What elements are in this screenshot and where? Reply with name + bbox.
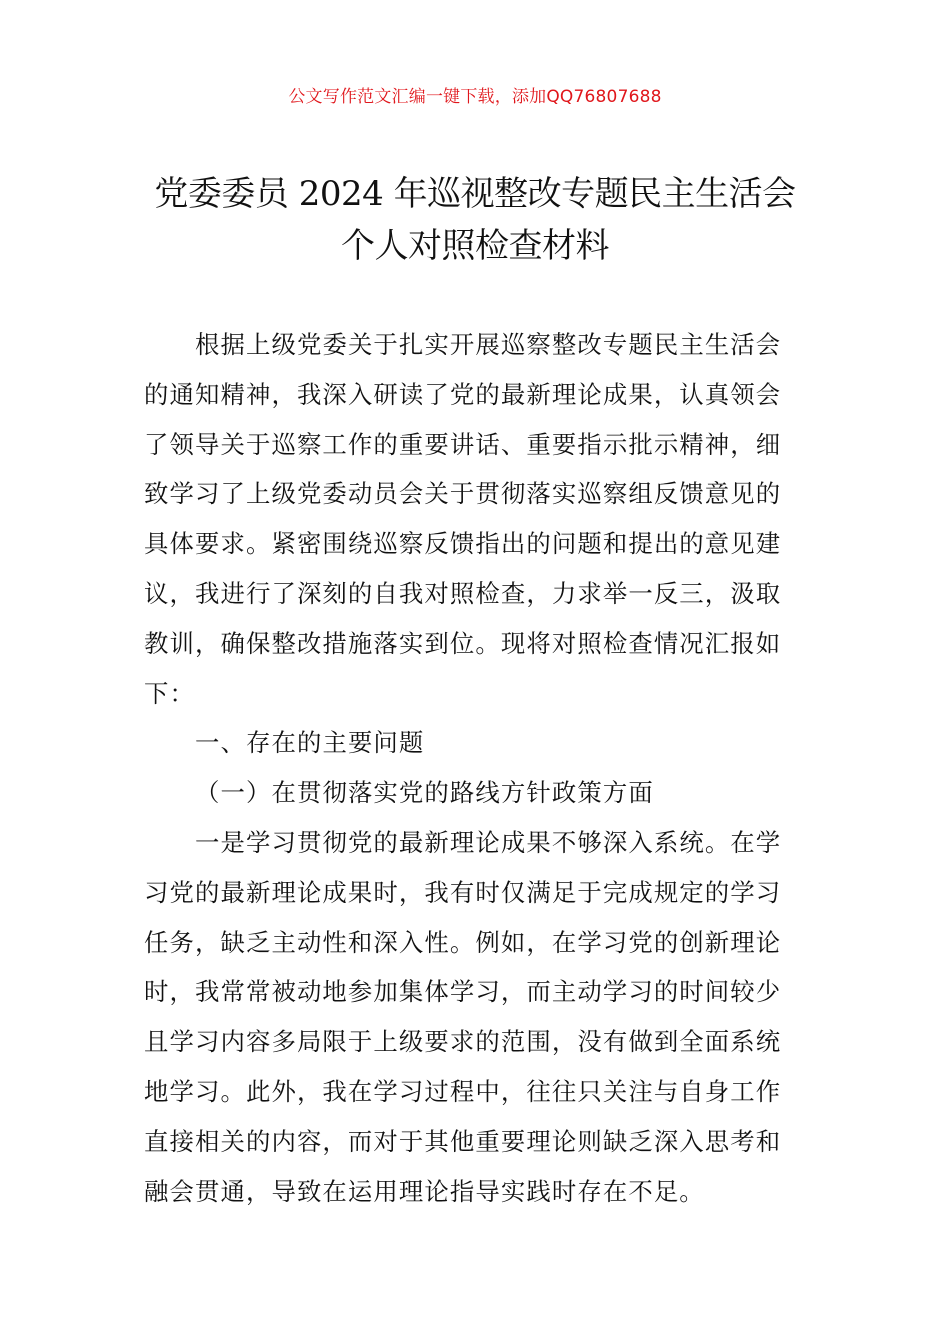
paragraph-intro-line: 了领导关于巡察工作的重要讲话、重要指示批示精神，细 — [144, 429, 782, 459]
download-promo-note: 公文写作范文汇编一键下载，添加QQ76807688 — [288, 87, 662, 107]
paragraph-intro-line: 下： — [144, 678, 195, 708]
paragraph-point-1-line: 直接相关的内容，而对于其他重要理论则缺乏深入思考和 — [144, 1126, 782, 1156]
paragraph-point-1-line: 且学习内容多局限于上级要求的范围，没有做到全面系统 — [144, 1027, 782, 1057]
paragraph-point-1-line: 融会贯通，导致在运用理论指导实践时存在不足。 — [144, 1176, 705, 1206]
paragraph-point-1-line: 时，我常常被动地参加集体学习，而主动学习的时间较少 — [144, 977, 782, 1007]
paragraph-intro-line: 教训，确保整改措施落实到位。现将对照检查情况汇报如 — [144, 628, 782, 658]
paragraph-intro-line: 议，我进行了深刻的自我对照检查，力求举一反三，汲取 — [144, 578, 782, 608]
paragraph-point-1-line: 一是学习贯彻党的最新理论成果不够深入系统。在学 — [195, 827, 782, 857]
paragraph-intro-line: 致学习了上级党委动员会关于贯彻落实巡察组反馈意见的 — [144, 479, 782, 509]
paragraph-point-1-line: 地学习。此外，我在学习过程中，往往只关注与自身工作 — [144, 1076, 782, 1106]
paragraph-intro-line: 具体要求。紧密围绕巡察反馈指出的问题和提出的意见建 — [144, 529, 782, 559]
title-line-1: 党委委员 2024 年巡视整改专题民主生活会 — [154, 174, 796, 214]
title-line-2: 个人对照检查材料 — [341, 226, 609, 266]
paragraph-point-1-line: 任务，缺乏主动性和深入性。例如，在学习党的创新理论 — [144, 927, 782, 957]
paragraph-intro-line: 根据上级党委关于扎实开展巡察整改专题民主生活会 — [195, 330, 782, 359]
paragraph-point-1-line: 习党的最新理论成果时，我有时仅满足于完成规定的学习 — [144, 877, 782, 907]
document-body — [144, 320, 808, 1216]
paragraph-intro-line: 的通知精神，我深入研读了党的最新理论成果，认真领会 — [144, 379, 782, 409]
document-title — [0, 168, 950, 272]
subsection-heading-1: （一）在贯彻落实党的路线方针政策方面 — [195, 778, 654, 808]
section-heading-1: 一、存在的主要问题 — [195, 728, 425, 758]
